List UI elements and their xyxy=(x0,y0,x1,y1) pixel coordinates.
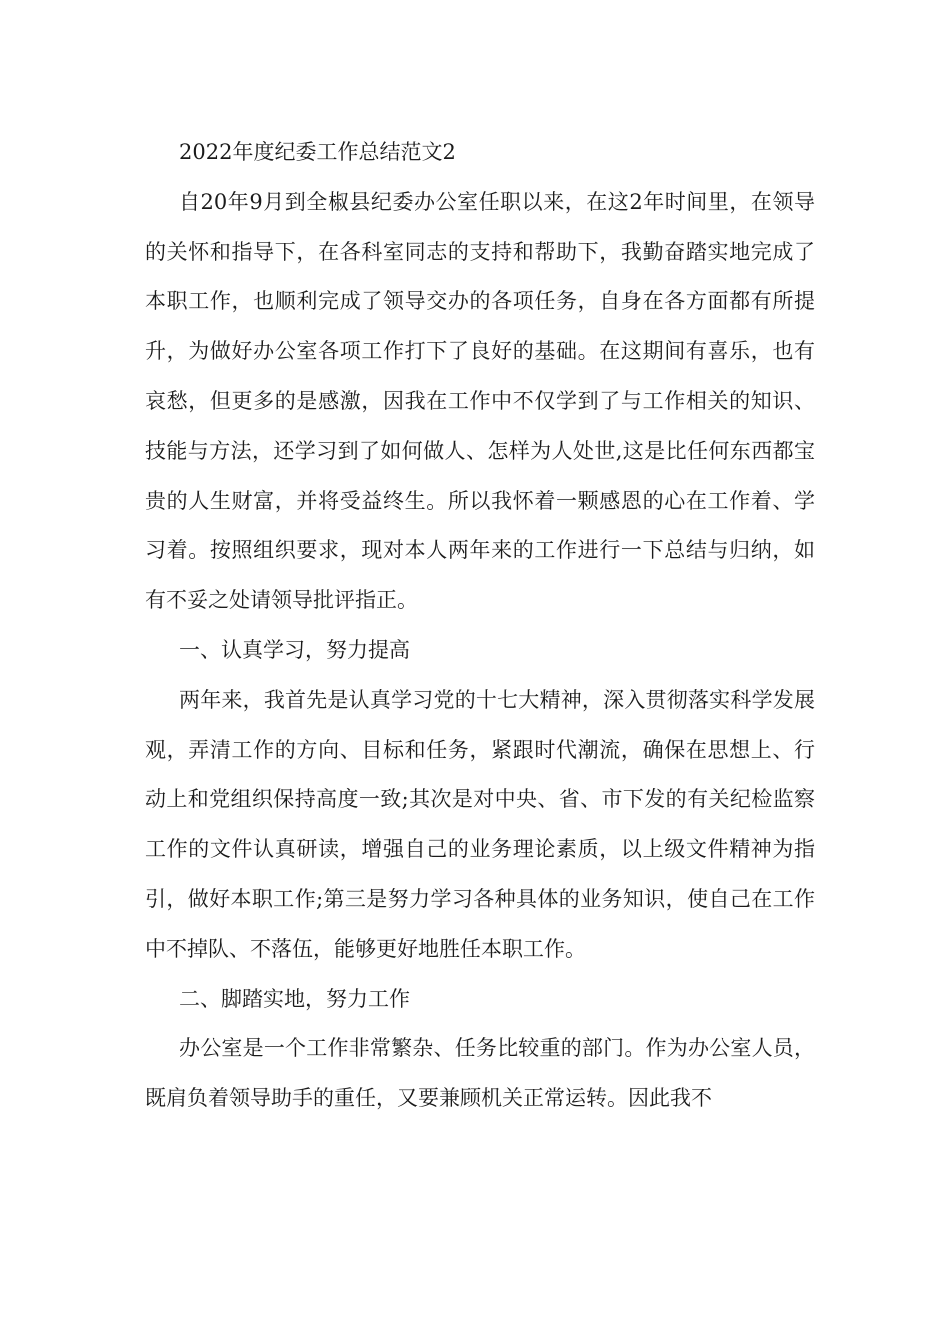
section-heading-1: 一、认真学习，努力提高 xyxy=(179,637,410,662)
paragraph-work: 办公室是一个工作非常繁杂、任务比较重的部门。作为办公室人员，既肩负着领导助手的重任，又要兼顾机关正常运转。因此我不 xyxy=(145,1036,815,1111)
paragraph-intro: 自20年9月到全椒县纪委办公室任职以来，在这2年时间里，在领导的关怀和指导下，在各科室同志的支持和帮助下，我勤奋踏实地完成了本职工作，也顺利完成了领导交办的各项任务，自身在各方面都有所提升，为做好办公室各项工作打下了良好的基础。在这期间有喜乐，也有哀愁，但更多的是感激，因我在工作中不仅学到了与工作相关的知识、技能与方法，还学习到了如何做人、怎样为人处世,这是比任何东西都宝贵的人生财富，并将受益终生。所以我怀着一颗感恩的心在工作着、学习着。按照组织要求，现对本人两年来的工作进行一下总结与归纳，如有不妥之处请领导批评指正。 xyxy=(145,189,815,613)
document-title: 2022年度纪委工作总结范文2 xyxy=(179,140,456,164)
section-heading-2: 二、脚踏实地，努力工作 xyxy=(179,986,410,1011)
document-body xyxy=(145,128,815,1124)
paragraph-study: 两年来，我首先是认真学习党的十七大精神，深入贯彻落实科学发展观，弄清工作的方向、目标和任务，紧跟时代潮流，确保在思想上、行动上和党组织保持高度一致;其次是对中央、省、市下发的有关纪检监察工作的文件认真研读，增强自己的业务理论素质，以上级文件精神为指引，做好本职工作;第三是努力学习各种具体的业务知识，使自己在工作中不掉队、不落伍，能够更好地胜任本职工作。 xyxy=(145,687,815,961)
